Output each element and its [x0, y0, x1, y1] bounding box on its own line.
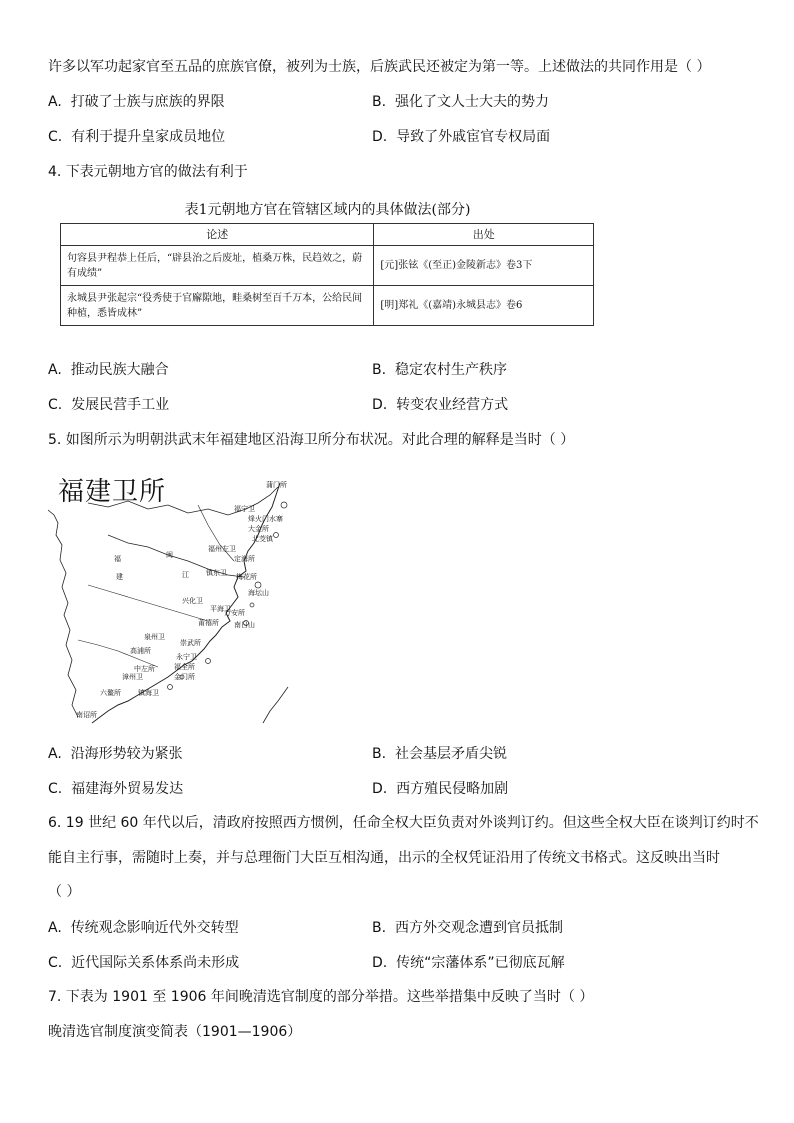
- map-label: 镇海卫: [138, 689, 159, 697]
- table-header: 论述: [61, 224, 374, 246]
- q5-option-c[interactable]: [48, 779, 183, 799]
- q4-option-c[interactable]: [48, 395, 169, 415]
- q4-option-a[interactable]: [48, 360, 169, 380]
- map-label: 福州左卫: [208, 545, 236, 553]
- option-text: 传统“宗藩体系”已彻底瓦解: [396, 955, 565, 971]
- option-label: A.: [48, 362, 62, 378]
- fujian-map: [48, 465, 295, 725]
- map-label: 福宁卫: [234, 505, 255, 513]
- option-label: C.: [48, 781, 63, 797]
- option-text: 有利于提升皇家成员地位: [71, 129, 226, 145]
- map-label: 烽火门水寨: [248, 515, 283, 523]
- option-text: 西方外交观念遭到官员抵制: [394, 920, 563, 936]
- map-label: 南诏所: [76, 711, 97, 719]
- option-label: C.: [48, 955, 63, 971]
- q6-stem-line2: 能自主行事，需随时上奏，并与总理衙门大臣互相沟通，出示的全权凭证沿用了传统文书格式。这反映出当时: [48, 850, 720, 866]
- map-label: 万安所: [224, 609, 245, 617]
- q6-stem-line3: （ ）: [48, 884, 81, 900]
- q7-stem: 7. 下表为 1901 至 1906 年间晚清选官制度的部分举措。这些举措集中反映了当时（ ）: [48, 989, 594, 1005]
- map-label: 蒲门所: [266, 481, 287, 489]
- map-label: 兴化卫: [182, 597, 203, 605]
- table-cell: 句容县尹程恭上任后，“辟县治之后废址，植桑万株，民趋效之，蔚有成绩”: [61, 246, 374, 286]
- option-text: 西方殖民侵略加剧: [396, 781, 509, 797]
- option-text: 转变农业经营方式: [396, 397, 509, 413]
- q3-option-d[interactable]: [372, 127, 550, 147]
- option-text: 稳定农村生产秩序: [394, 362, 507, 378]
- q6-option-b[interactable]: [372, 918, 563, 938]
- map-label: 镇东卫: [206, 569, 227, 577]
- table-cell: [明]郑礼《(嘉靖)永城县志》卷6: [374, 286, 594, 326]
- map-label: 漳州卫: [122, 673, 143, 681]
- option-text: 传统观念影响近代外交转型: [70, 920, 239, 936]
- map-label: 大金所: [248, 525, 269, 533]
- option-text: 发展民营手工业: [71, 397, 170, 413]
- option-label: D.: [372, 955, 388, 971]
- map-label: 崇武所: [180, 639, 201, 647]
- q3-option-a[interactable]: [48, 92, 225, 112]
- option-label: B.: [372, 746, 387, 762]
- q7-table-caption: 晚清选官制度演变简表（1901—1906）: [48, 1024, 302, 1040]
- option-label: C.: [48, 129, 63, 145]
- option-text: 沿海形势较为紧张: [70, 746, 183, 762]
- option-label: A.: [48, 94, 62, 110]
- option-text: 福建海外贸易发达: [71, 781, 184, 797]
- q6-option-d[interactable]: [372, 953, 565, 973]
- map-label: 平海卫: [210, 605, 231, 613]
- option-text: 社会基层矛盾尖锐: [394, 746, 507, 762]
- q3-option-b[interactable]: [372, 92, 549, 112]
- q6-option-c[interactable]: [48, 953, 239, 973]
- map-title: 福建卫所: [58, 477, 167, 507]
- q4-table: [60, 223, 594, 326]
- map-label: 中左所: [134, 665, 155, 673]
- map-label: 金门所: [174, 673, 195, 681]
- map-label: 莆禧所: [198, 619, 219, 627]
- map-label: 福全所: [174, 663, 195, 671]
- map-label: 北茭镇: [252, 535, 273, 543]
- q4-stem: 4. 下表元朝地方官的做法有利于: [48, 164, 248, 180]
- map-label: 六鳌所: [100, 689, 121, 697]
- q5-option-d[interactable]: [372, 779, 508, 799]
- map-label: 泉州卫: [144, 633, 165, 641]
- q3-stem: 许多以军功起家官至五品的庶族官僚，被列为士族，后族武民还被定为第一等。上述做法的共同作用是（ ）: [48, 59, 711, 75]
- map-label: 定海所: [234, 555, 255, 563]
- map-label: 梅花所: [236, 573, 257, 581]
- q5-stem: 5. 如图所示为明朝洪武末年福建地区沿海卫所分布状况。对此合理的解释是当时（ ）: [48, 432, 575, 448]
- option-text: 打破了士族与庶族的界限: [70, 94, 225, 110]
- table-cell: 永城县尹张起宗“役秀使于官廨隙地，畦桑树至百千万本，公给民间种植，悉皆成林”: [61, 286, 374, 326]
- option-text: 近代国际关系体系尚未形成: [71, 955, 240, 971]
- map-label: 闽: [166, 551, 173, 559]
- option-label: A.: [48, 746, 62, 762]
- option-label: C.: [48, 397, 63, 413]
- q4-option-d[interactable]: [372, 395, 508, 415]
- q3-option-c[interactable]: [48, 127, 225, 147]
- option-label: D.: [372, 781, 388, 797]
- q5-option-b[interactable]: [372, 744, 507, 764]
- option-text: 导致了外戚宦官专权局面: [396, 129, 551, 145]
- option-label: B.: [372, 920, 387, 936]
- map-label: 福: [114, 555, 121, 563]
- q6-stem-line1: 6. 19 世纪 60 年代以后，清政府按照西方惯例，任命全权大臣负责对外谈判订约。但这些全权大臣在谈判订约时不: [48, 815, 759, 831]
- q6-option-a[interactable]: [48, 918, 239, 938]
- option-label: D.: [372, 129, 388, 145]
- map-label: 高浦所: [130, 647, 151, 655]
- option-text: 推动民族大融合: [70, 362, 169, 378]
- map-label: 江: [182, 571, 189, 579]
- q4-table-title: 表1元朝地方官在管辖区域内的具体做法(部分): [184, 202, 471, 218]
- map-label: 永宁卫: [176, 653, 197, 661]
- option-label: D.: [372, 397, 388, 413]
- option-label: B.: [372, 94, 387, 110]
- q5-option-a[interactable]: [48, 744, 183, 764]
- table-row: [61, 286, 594, 326]
- table-cell: [元]张铉《(至正)金陵新志》卷3下: [374, 246, 594, 286]
- table-header-row: [61, 224, 594, 246]
- table-row: [61, 246, 594, 286]
- map-label: 南日山: [234, 621, 255, 629]
- option-label: B.: [372, 362, 387, 378]
- q4-option-b[interactable]: [372, 360, 507, 380]
- table-header: 出处: [374, 224, 594, 246]
- map-label: 海坛山: [248, 589, 269, 597]
- option-text: 强化了文人士大夫的势力: [394, 94, 549, 110]
- option-label: A.: [48, 920, 62, 936]
- map-label: 建: [116, 573, 123, 581]
